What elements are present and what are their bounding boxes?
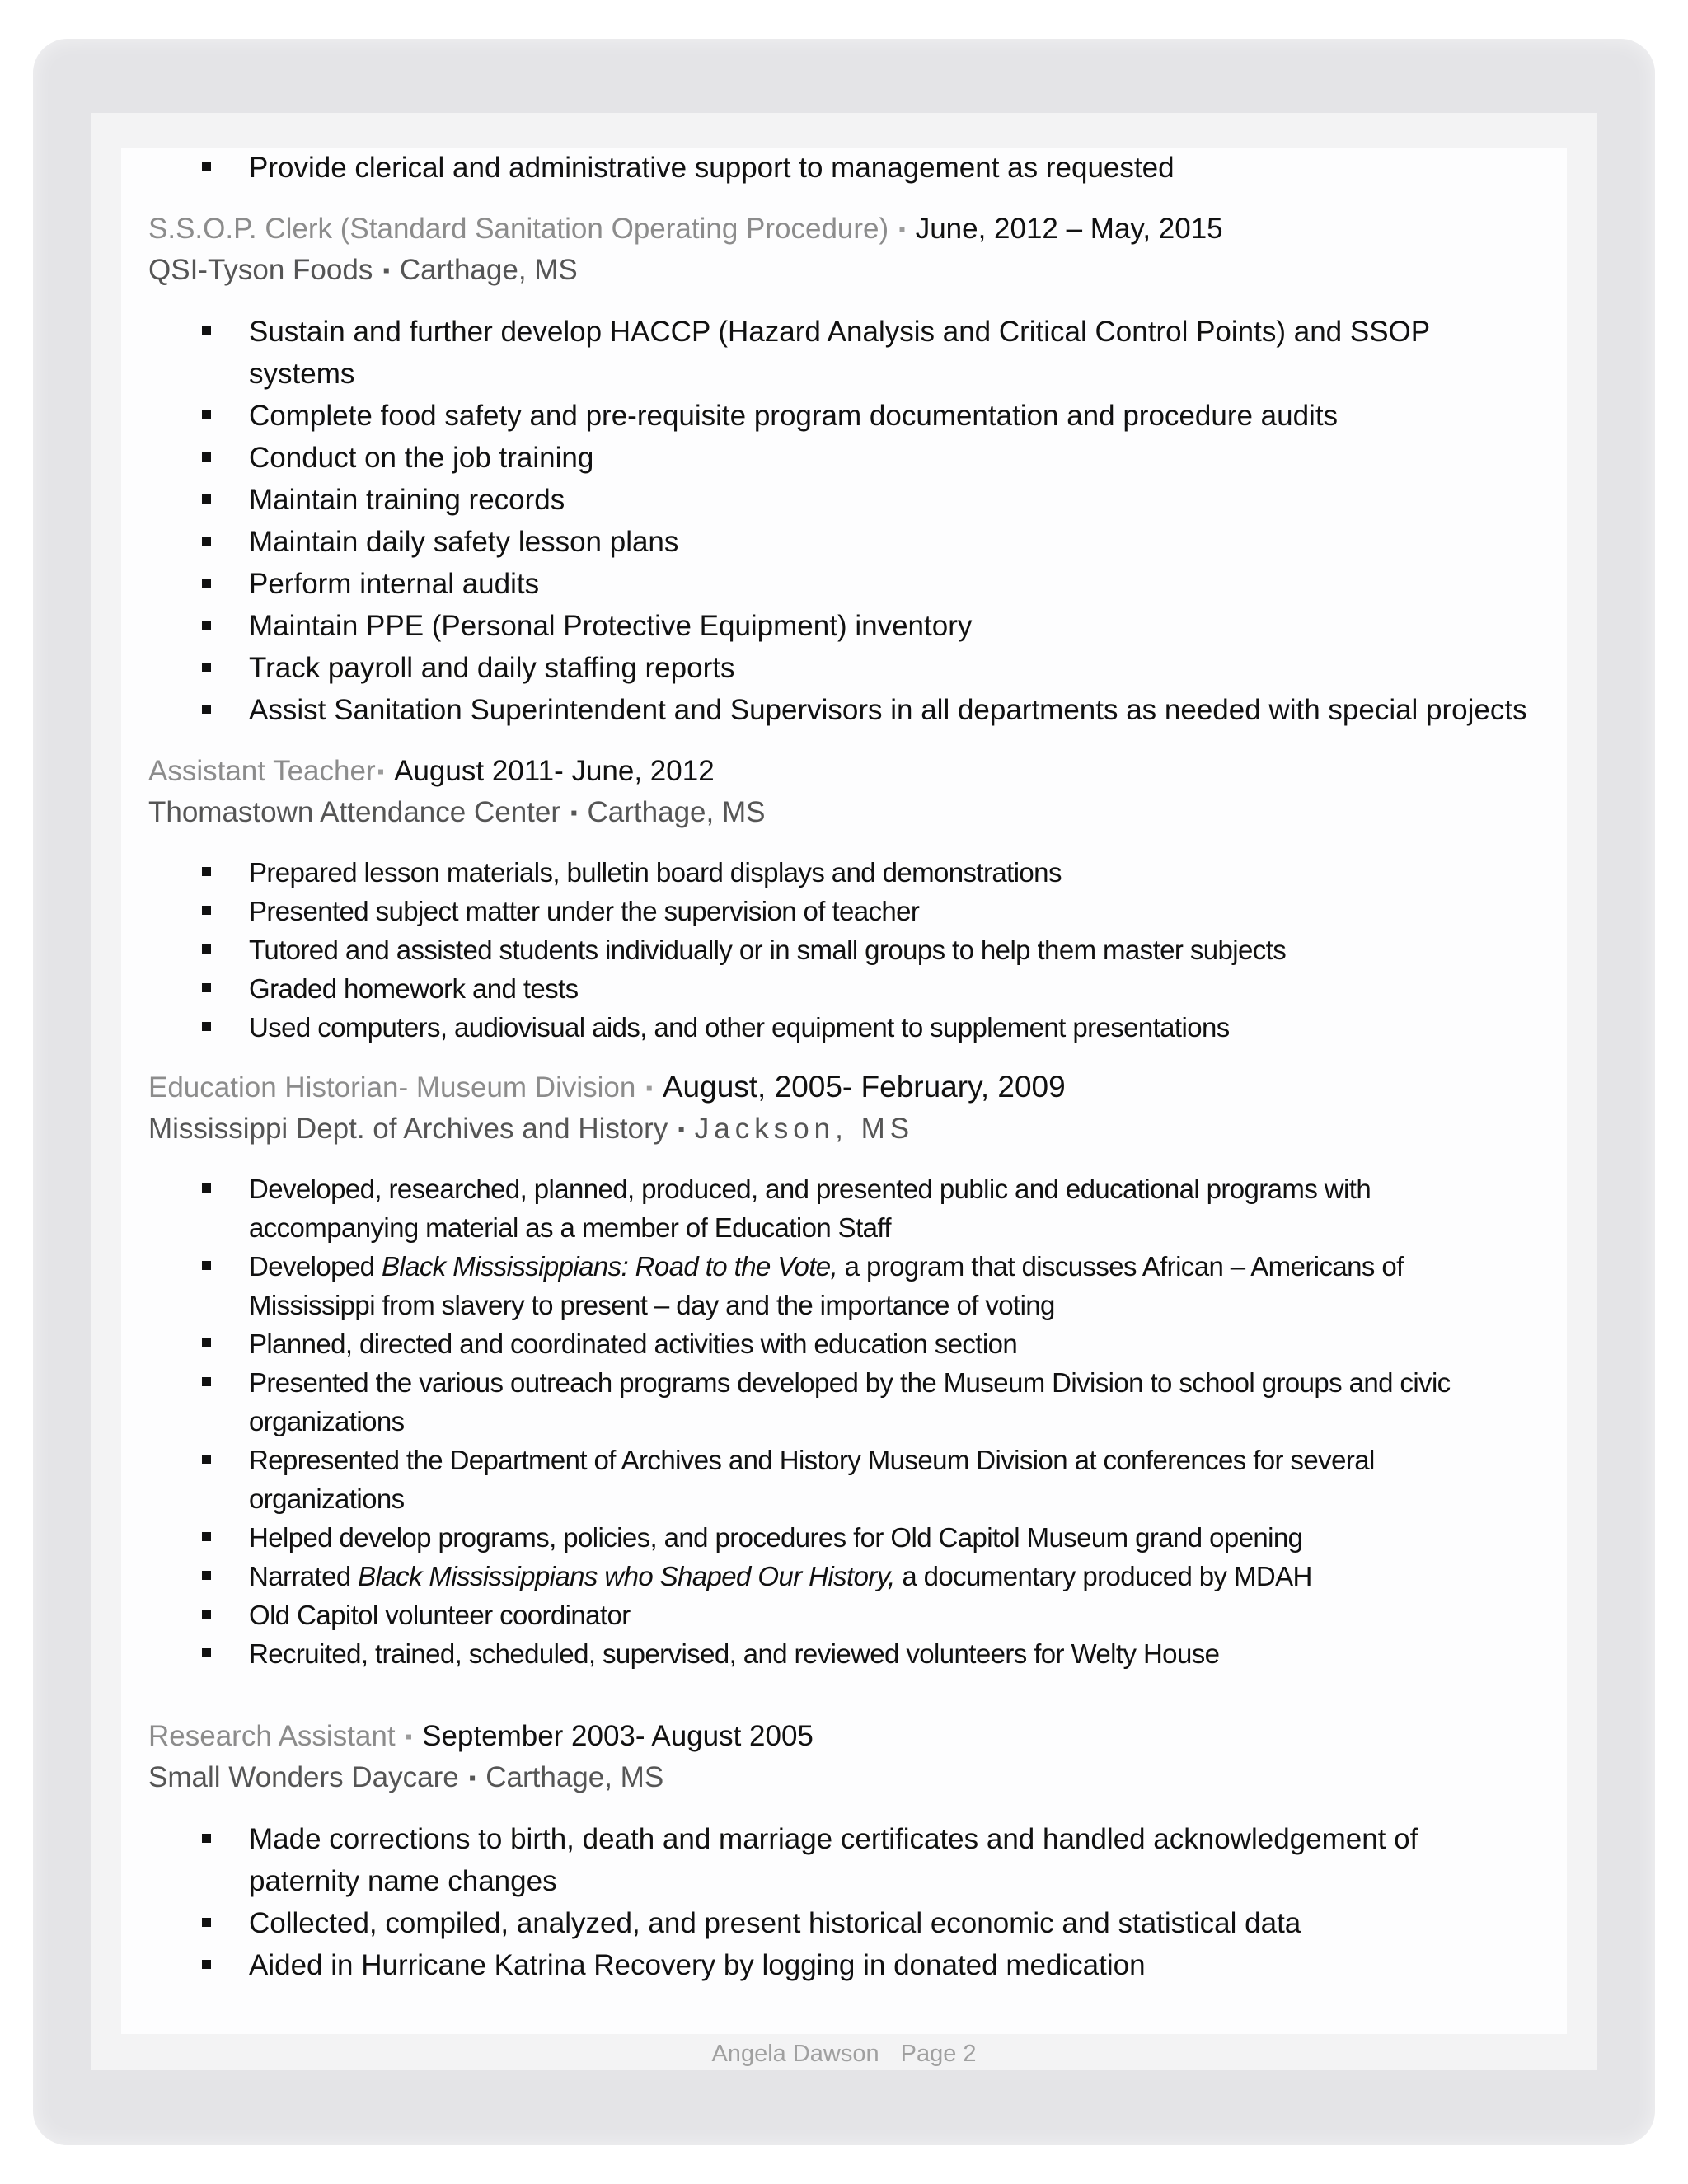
list-item: [148, 521, 1533, 563]
job-entry: [148, 752, 1533, 1047]
job-dates: August 2011- June, 2012: [394, 755, 715, 787]
separator-bullet-icon: ▪: [405, 1726, 413, 1748]
square-bullet-icon: [202, 621, 211, 630]
list-item: [148, 479, 1533, 521]
employer-line: [148, 794, 1533, 835]
square-bullet-icon: [202, 1648, 211, 1657]
square-bullet-icon: [202, 410, 211, 419]
list-item: [148, 689, 1533, 731]
program-title: Black Mississippians: Road to the Vote,: [381, 1251, 838, 1282]
bullet-text: Graded homework and tests: [249, 973, 579, 1004]
employer-location: Jackson, MS: [694, 1113, 915, 1145]
duties-list: [148, 853, 1533, 1047]
separator-bullet-icon: ▪: [468, 1767, 476, 1789]
job-title: S.S.O.P. Clerk (Standard Sanitation Operating Procedure): [148, 213, 889, 245]
bullet-text: Helped develop programs, policies, and procedures for Old Capitol Museum grand opening: [249, 1522, 1303, 1553]
job-title-line: [148, 1068, 1533, 1110]
list-item: [148, 563, 1533, 605]
employer-line: [148, 1110, 1533, 1151]
duties-list: [148, 1818, 1533, 1986]
bullet-text: Developed, researched, planned, produced, and presented public and educational programs with accompanying material as a member of Education Staff: [249, 1174, 1372, 1243]
separator-bullet-icon: ▪: [382, 260, 390, 282]
bullet-text: Presented the various outreach programs developed by the Museum Division to school groups and civic organizations: [249, 1367, 1451, 1436]
continued-bullet-list: [148, 147, 1533, 189]
square-bullet-icon: [202, 906, 211, 915]
list-item: [148, 1169, 1533, 1247]
square-bullet-icon: [202, 663, 211, 672]
square-bullet-icon: [202, 326, 211, 335]
bullet-text: Assist Sanitation Superintendent and Supervisors in all departments as needed with special projects: [249, 694, 1527, 726]
list-item: [148, 1596, 1533, 1634]
square-bullet-icon: [202, 579, 211, 588]
bullet-text: Collected, compiled, analyzed, and present historical economic and statistical data: [249, 1907, 1301, 1939]
employer-location: Carthage, MS: [399, 254, 578, 286]
bullet-text: Complete food safety and pre-requisite program documentation and procedure audits: [249, 400, 1339, 432]
square-bullet-icon: [202, 1183, 211, 1193]
bullet-text: Recruited, trained, scheduled, supervised, and reviewed volunteers for Welty House: [249, 1638, 1220, 1669]
square-bullet-icon: [202, 1261, 211, 1270]
list-item: [148, 605, 1533, 647]
list-item: [148, 1634, 1533, 1673]
page-footer: [0, 2039, 1688, 2069]
square-bullet-icon: [202, 1532, 211, 1541]
list-item: [148, 647, 1533, 689]
job-title-line: [148, 752, 1533, 794]
separator-bullet-icon: ▪: [898, 218, 906, 241]
list-item: [148, 930, 1533, 969]
employer-line: [148, 1759, 1533, 1800]
list-item: [148, 1363, 1533, 1441]
list-item: [148, 1944, 1533, 1986]
square-bullet-icon: [202, 1610, 211, 1619]
resume-content: [148, 147, 1533, 1986]
list-item: [148, 1324, 1533, 1363]
square-bullet-icon: [202, 705, 211, 714]
footer-author-name: Angela Dawson: [711, 2041, 879, 2067]
square-bullet-icon: [202, 1834, 211, 1843]
square-bullet-icon: [202, 162, 211, 171]
bullet-text: Track payroll and daily staffing reports: [249, 652, 735, 684]
square-bullet-icon: [202, 944, 211, 954]
list-item: [148, 1008, 1533, 1047]
separator-bullet-icon: ▪: [570, 802, 578, 824]
square-bullet-icon: [202, 983, 211, 992]
bullet-text: Used computers, audiovisual aids, and other equipment to supplement presentations: [249, 1012, 1230, 1043]
job-title-line: [148, 1718, 1533, 1759]
separator-bullet-icon: ▪: [678, 1118, 685, 1141]
bullet-text: Provide clerical and administrative support to management as requested: [249, 152, 1175, 184]
square-bullet-icon: [202, 1377, 211, 1386]
documentary-title: Black Mississippians who Shaped Our History,: [358, 1561, 895, 1591]
job-title: Research Assistant: [148, 1720, 396, 1752]
square-bullet-icon: [202, 494, 211, 504]
list-item: [148, 1557, 1533, 1596]
list-item: [148, 311, 1533, 395]
job-entry: [148, 210, 1533, 731]
list-item: [148, 1818, 1533, 1902]
list-item: [148, 437, 1533, 479]
job-title: Education Historian- Museum Division: [148, 1071, 636, 1104]
bullet-text: a documentary produced by MDAH: [894, 1561, 1312, 1591]
employer-name: QSI-Tyson Foods: [148, 254, 373, 286]
footer-page-number: Page 2: [900, 2041, 977, 2067]
list-item: [148, 1518, 1533, 1557]
list-item: [148, 969, 1533, 1008]
square-bullet-icon: [202, 1022, 211, 1031]
list-item: [148, 892, 1533, 930]
bullet-text: Perform internal audits: [249, 568, 540, 600]
employer-location: Carthage, MS: [587, 796, 766, 828]
list-item: [148, 1441, 1533, 1518]
employer-line: [148, 251, 1533, 293]
employer-name: Thomastown Attendance Center: [148, 796, 561, 828]
job-entry: [148, 1718, 1533, 1986]
bullet-text: Prepared lesson materials, bulletin board displays and demonstrations: [249, 857, 1062, 888]
employer-location: Carthage, MS: [485, 1761, 664, 1793]
bullet-text: Old Capitol volunteer coordinator: [249, 1600, 631, 1630]
bullet-text: Maintain daily safety lesson plans: [249, 526, 679, 558]
separator-bullet-icon: ▪: [377, 761, 385, 783]
square-bullet-icon: [202, 1960, 211, 1969]
duties-list: [148, 1169, 1533, 1673]
job-dates: September 2003- August 2005: [422, 1720, 814, 1752]
square-bullet-icon: [202, 537, 211, 546]
bullet-text: Narrated: [249, 1561, 359, 1591]
bullet-text: Made corrections to birth, death and marriage certificates and handled acknowledgement of paternity name changes: [249, 1823, 1418, 1897]
square-bullet-icon: [202, 1571, 211, 1580]
bullet-text: Maintain PPE (Personal Protective Equipment) inventory: [249, 610, 973, 642]
bullet-text: Tutored and assisted students individually or in small groups to help them master subjects: [249, 935, 1287, 965]
bullet-text: Conduct on the job training: [249, 442, 594, 474]
list-item: [148, 147, 1533, 189]
bullet-text: Planned, directed and coordinated activities with education section: [249, 1329, 1018, 1359]
square-bullet-icon: [202, 867, 211, 876]
job-entry: [148, 1068, 1533, 1673]
bullet-text: Sustain and further develop HACCP (Hazard Analysis and Critical Control Points) and SSOP systems: [249, 316, 1430, 390]
bullet-text: a program that discusses African – Americans of Mississippi from slavery to present – day and the importance of voting: [249, 1251, 1404, 1320]
bullet-text: Presented subject matter under the supervision of teacher: [249, 896, 920, 926]
job-dates: August, 2005- February, 2009: [662, 1070, 1066, 1104]
square-bullet-icon: [202, 1455, 211, 1464]
job-dates: June, 2012 – May, 2015: [915, 213, 1223, 245]
list-item: [148, 853, 1533, 892]
separator-bullet-icon: ▪: [645, 1077, 653, 1099]
employer-name: Mississippi Dept. of Archives and History: [148, 1113, 668, 1145]
duties-list: [148, 311, 1533, 731]
employer-name: Small Wonders Daycare: [148, 1761, 459, 1793]
list-item: [148, 1247, 1533, 1324]
square-bullet-icon: [202, 1918, 211, 1927]
bullet-text: Maintain training records: [249, 484, 565, 516]
list-item: [148, 1902, 1533, 1944]
square-bullet-icon: [202, 452, 211, 462]
bullet-text: Developed: [249, 1251, 382, 1282]
bullet-text: Aided in Hurricane Katrina Recovery by logging in donated medication: [249, 1949, 1146, 1981]
job-title-line: [148, 210, 1533, 251]
list-item: [148, 395, 1533, 437]
bullet-text: Represented the Department of Archives and History Museum Division at conferences for several organizations: [249, 1445, 1375, 1514]
job-title: Assistant Teacher: [148, 755, 376, 787]
square-bullet-icon: [202, 1338, 211, 1347]
